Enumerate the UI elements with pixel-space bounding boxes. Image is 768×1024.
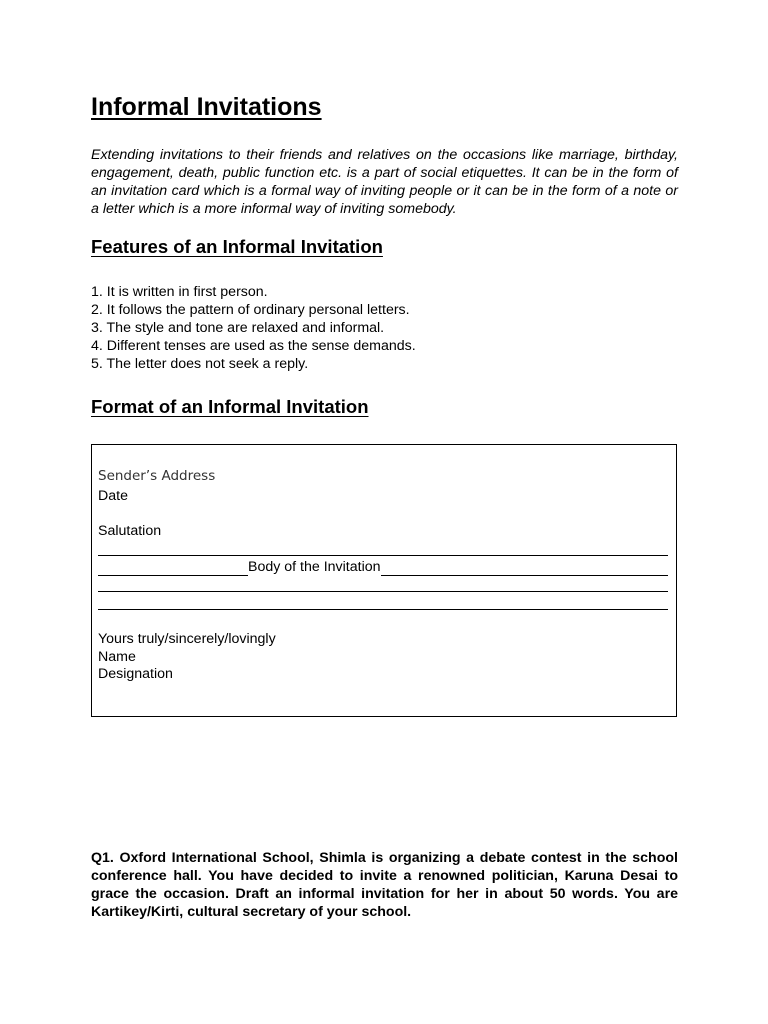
name-label: Name bbox=[98, 649, 136, 665]
date-label: Date bbox=[98, 488, 128, 504]
writing-line bbox=[98, 609, 668, 610]
writing-line bbox=[98, 555, 668, 556]
feature-item-3: 3. The style and tone are relaxed and informal. bbox=[91, 320, 385, 336]
salutation-label: Salutation bbox=[98, 523, 162, 539]
page-title: Informal Invitations bbox=[91, 93, 322, 121]
features-heading: Features of an Informal Invitation bbox=[91, 236, 383, 257]
senders-address-label: Sender’s Address bbox=[98, 468, 216, 484]
body-line bbox=[98, 558, 668, 576]
body-label: Body of the Invitation bbox=[248, 559, 381, 575]
format-heading: Format of an Informal Invitation bbox=[91, 396, 369, 417]
features-list bbox=[91, 283, 416, 373]
feature-item-1: 1. It is written in first person. bbox=[91, 284, 268, 300]
feature-item-4: 4. Different tenses are used as the sense demands. bbox=[91, 338, 416, 354]
writing-line bbox=[98, 591, 668, 592]
format-box bbox=[91, 444, 677, 717]
feature-item-2: 2. It follows the pattern of ordinary personal letters. bbox=[91, 302, 410, 318]
question-text: Q1. Oxford International School, Shimla is organizing a debate contest in the school conference hall. You have decided to invite a renowned politician, Karuna Desai to grace the occasion. Draft an informal invitation for her in about 50 words. You are Kartikey/Kirti, cultural secretary of your school. bbox=[91, 850, 678, 920]
writing-line bbox=[381, 560, 668, 576]
feature-item-5: 5. The letter does not seek a reply. bbox=[91, 356, 309, 372]
designation-label: Designation bbox=[98, 666, 173, 682]
closing-label: Yours truly/sincerely/lovingly bbox=[98, 631, 276, 647]
intro-paragraph: Extending invitations to their friends and relatives on the occasions like marriage, birthday, engagement, death, public function etc. is a part of social etiquettes. It can be in the form of an invitation card which is a formal way of inviting people or it can be in the form of a note or a letter which is a more informal way of inviting somebody. bbox=[91, 147, 678, 217]
writing-line bbox=[98, 560, 248, 576]
